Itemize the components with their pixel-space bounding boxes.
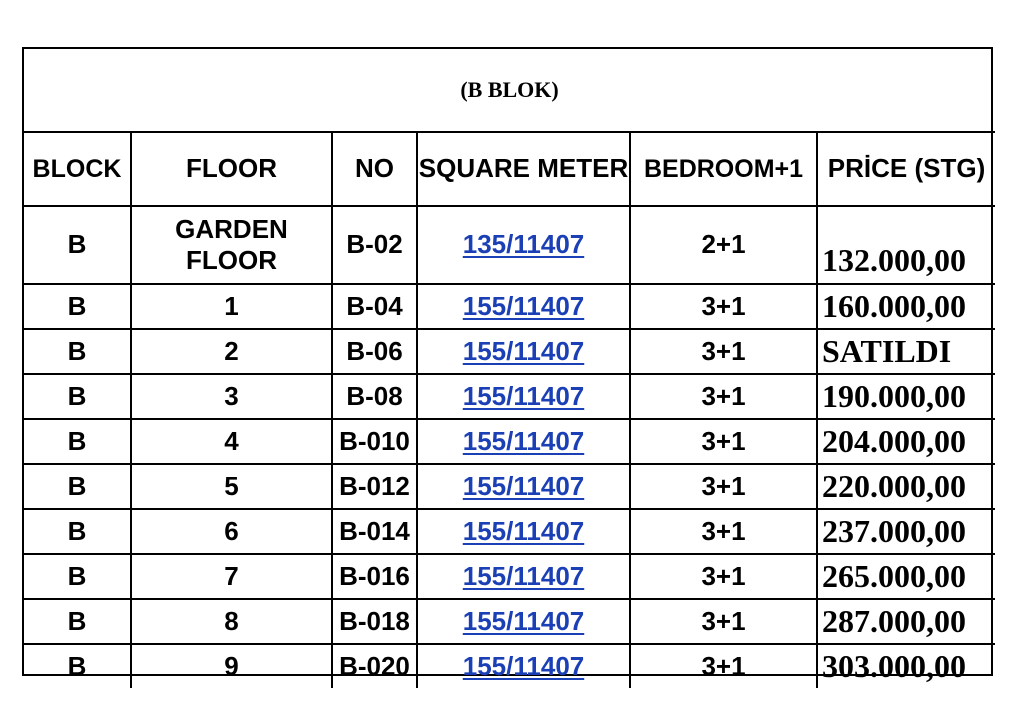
cell-floor: 7 [131, 554, 332, 599]
cell-bedroom: 3+1 [630, 419, 817, 464]
cell-floor: 9 [131, 644, 332, 688]
table-row [24, 419, 995, 464]
cell-price: 237.000,00 [817, 509, 995, 554]
cell-no: B-06 [332, 329, 417, 374]
cell-square-meter [417, 329, 630, 374]
cell-bedroom: 2+1 [630, 206, 817, 284]
cell-no: B-04 [332, 284, 417, 329]
cell-block: B [24, 284, 131, 329]
price-table [24, 49, 995, 688]
cell-square-meter [417, 509, 630, 554]
cell-bedroom: 3+1 [630, 284, 817, 329]
cell-block: B [24, 206, 131, 284]
cell-bedroom: 3+1 [630, 464, 817, 509]
cell-square-meter [417, 206, 630, 284]
cell-price: 303.000,00 [817, 644, 995, 688]
header-price: PRİCE (STG) [817, 132, 995, 206]
cell-block: B [24, 464, 131, 509]
cell-block: B [24, 374, 131, 419]
square-meter-link[interactable]: 155/11407 [462, 425, 585, 456]
table-row [24, 599, 995, 644]
cell-price: 265.000,00 [817, 554, 995, 599]
table-row [24, 554, 995, 599]
cell-floor: 3 [131, 374, 332, 419]
header-row [24, 132, 995, 206]
square-meter-link[interactable]: 135/11407 [462, 229, 585, 260]
cell-block: B [24, 554, 131, 599]
cell-square-meter [417, 419, 630, 464]
cell-no: B-020 [332, 644, 417, 688]
cell-bedroom: 3+1 [630, 509, 817, 554]
cell-price: SATILDI [817, 329, 995, 374]
square-meter-link[interactable]: 155/11407 [462, 650, 585, 681]
cell-floor: 1 [131, 284, 332, 329]
cell-no: B-08 [332, 374, 417, 419]
price-sheet [22, 47, 993, 685]
cell-floor: 5 [131, 464, 332, 509]
header-floor: FLOOR [131, 132, 332, 206]
cell-bedroom: 3+1 [630, 329, 817, 374]
square-meter-link[interactable]: 155/11407 [462, 380, 585, 411]
cell-square-meter [417, 464, 630, 509]
cell-block: B [24, 644, 131, 688]
cell-bedroom: 3+1 [630, 599, 817, 644]
cell-no: B-012 [332, 464, 417, 509]
table-row [24, 329, 995, 374]
cell-floor: 2 [131, 329, 332, 374]
table-row [24, 284, 995, 329]
cell-square-meter [417, 374, 630, 419]
cell-square-meter [417, 644, 630, 688]
cell-bedroom: 3+1 [630, 374, 817, 419]
table-row [24, 374, 995, 419]
cell-bedroom: 3+1 [630, 644, 817, 688]
cell-price: 190.000,00 [817, 374, 995, 419]
square-meter-link[interactable]: 155/11407 [462, 605, 585, 636]
header-no: NO [332, 132, 417, 206]
cell-floor: 6 [131, 509, 332, 554]
square-meter-link[interactable]: 155/11407 [462, 290, 585, 321]
cell-price: 204.000,00 [817, 419, 995, 464]
table-row [24, 644, 995, 688]
square-meter-link[interactable]: 155/11407 [462, 515, 585, 546]
cell-block: B [24, 599, 131, 644]
cell-square-meter [417, 284, 630, 329]
table-row [24, 509, 995, 554]
table-title: (B BLOK) [24, 49, 995, 132]
square-meter-link[interactable]: 155/11407 [462, 470, 585, 501]
cell-no: B-02 [332, 206, 417, 284]
cell-square-meter [417, 554, 630, 599]
cell-price: 132.000,00 [817, 206, 995, 284]
cell-block: B [24, 509, 131, 554]
table-row [24, 464, 995, 509]
cell-no: B-014 [332, 509, 417, 554]
cell-no: B-010 [332, 419, 417, 464]
header-block: BLOCK [24, 132, 131, 206]
cell-bedroom: 3+1 [630, 554, 817, 599]
cell-block: B [24, 329, 131, 374]
header-bedroom: BEDROOM+1 [630, 132, 817, 206]
cell-block: B [24, 419, 131, 464]
cell-price: 220.000,00 [817, 464, 995, 509]
table-row [24, 206, 995, 284]
cell-floor: 8 [131, 599, 332, 644]
square-meter-link[interactable]: 155/11407 [462, 335, 585, 366]
cell-no: B-018 [332, 599, 417, 644]
title-row [24, 49, 995, 132]
cell-price: 287.000,00 [817, 599, 995, 644]
cell-floor: GARDEN FLOOR [131, 206, 332, 284]
header-square-meter: SQUARE METER [417, 132, 630, 206]
cell-price: 160.000,00 [817, 284, 995, 329]
cell-no: B-016 [332, 554, 417, 599]
cell-floor: 4 [131, 419, 332, 464]
cell-square-meter [417, 599, 630, 644]
square-meter-link[interactable]: 155/11407 [462, 560, 585, 591]
